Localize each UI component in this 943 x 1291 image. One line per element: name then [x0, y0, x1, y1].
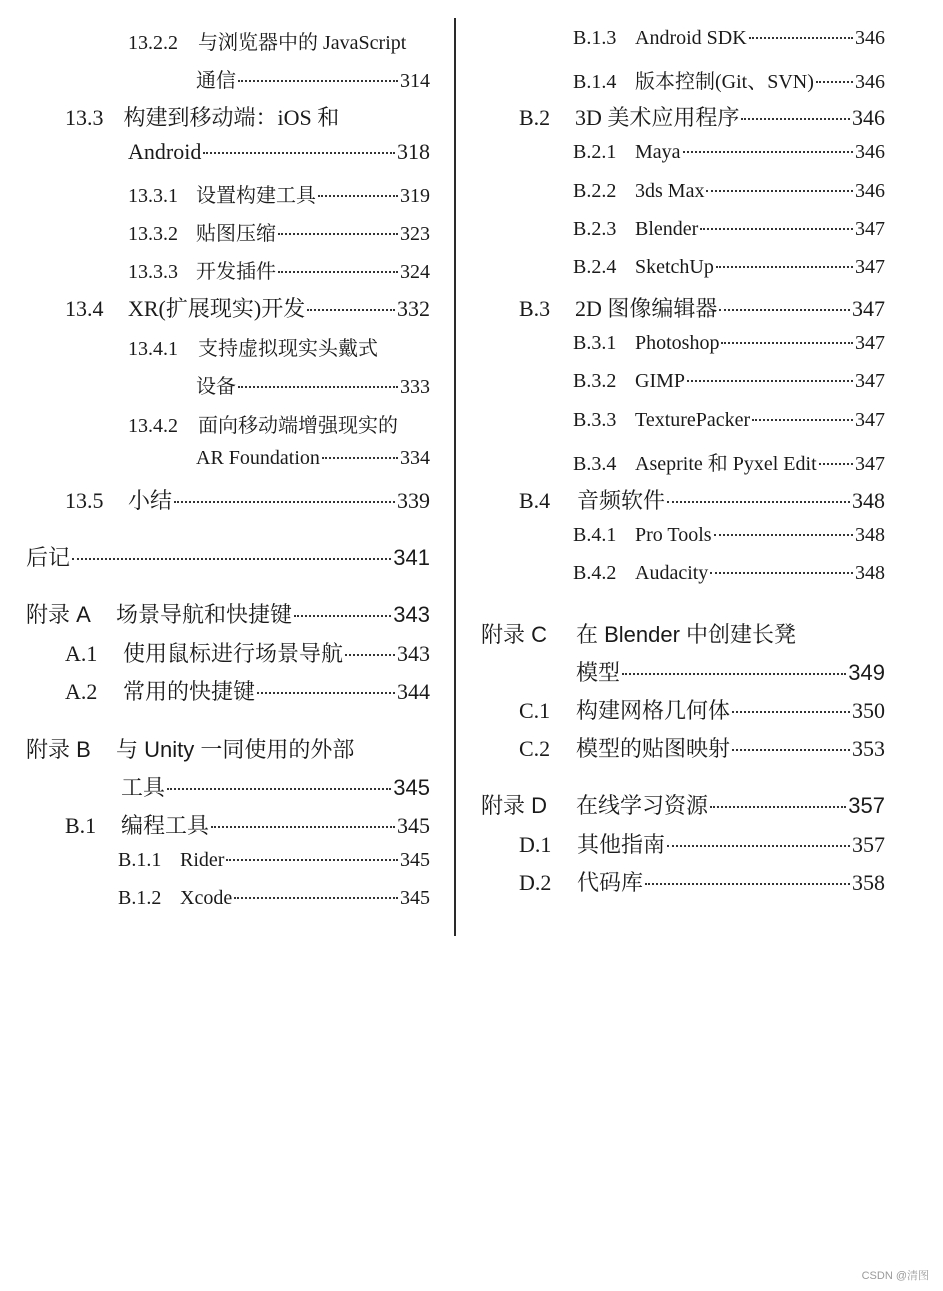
section-title-cont: 工具: [121, 775, 166, 800]
toc-entry-13-4-2[interactable]: [196, 447, 430, 470]
page-number: 339: [397, 488, 430, 513]
section-title: XR(扩展现实)开发: [128, 296, 306, 321]
page-number: 353: [852, 736, 885, 761]
section-title: 与 Unity 一同使用的外部: [116, 737, 355, 762]
section-title: SketchUp: [635, 256, 714, 278]
toc-entry-b-2-4[interactable]: [573, 256, 885, 279]
page-number: 314: [400, 70, 430, 92]
section-title: Audacity: [635, 562, 709, 584]
toc-entry-b-4-2[interactable]: [573, 562, 885, 585]
toc-entry-b-2-3[interactable]: [573, 218, 885, 241]
toc-entry-13-5[interactable]: [65, 484, 430, 515]
section-number: 13.5: [65, 488, 104, 513]
section-number: 13.2.2: [128, 32, 178, 54]
toc-entry-13-3-2[interactable]: [128, 217, 430, 246]
page-number: 347: [855, 218, 885, 240]
section-number: B.3.1: [573, 332, 617, 354]
leader-dots: [714, 534, 853, 536]
section-title: 常用的快捷键: [123, 679, 256, 704]
toc-entry-13-4-2-line1: [128, 409, 398, 438]
page-number: 343: [397, 641, 430, 666]
section-title: Xcode: [180, 887, 233, 909]
leader-dots: [211, 826, 395, 828]
page-number: 343: [393, 602, 430, 627]
page-number: 341: [393, 545, 430, 570]
leader-dots: [719, 309, 850, 311]
leader-dots: [667, 501, 850, 503]
toc-entry-appendix-b-line1: [26, 733, 354, 764]
section-number: B.3.2: [573, 370, 617, 392]
section-title: Maya: [635, 141, 681, 163]
section-title: 与浏览器中的 JavaScript: [198, 32, 407, 54]
page-number: 319: [400, 185, 430, 207]
toc-entry-13-3-line1: [65, 101, 339, 132]
leader-dots: [238, 80, 398, 82]
section-title-cont: 模型: [576, 660, 621, 685]
leader-dots: [700, 228, 853, 230]
toc-entry-b-2[interactable]: [519, 101, 885, 132]
toc-entry-appendix-b[interactable]: [121, 771, 430, 802]
page-number: 348: [855, 562, 885, 584]
section-number: 附录 C: [481, 622, 548, 647]
leader-dots: [294, 615, 391, 617]
page-number: 346: [852, 105, 885, 130]
page-number: 318: [397, 139, 430, 164]
section-number: 附录 B: [26, 737, 91, 762]
leader-dots: [257, 692, 395, 694]
toc-entry-appendix-d[interactable]: [481, 789, 885, 820]
column-divider: [454, 18, 456, 936]
toc-entry-b-4[interactable]: [519, 484, 885, 515]
page-number: 345: [397, 813, 430, 838]
toc-entry-b-4-1[interactable]: [573, 524, 885, 547]
page-number: 357: [852, 832, 885, 857]
page-number: 333: [400, 376, 430, 398]
page-number: 348: [855, 524, 885, 546]
section-number: 13.3.1: [128, 185, 178, 207]
section-title: 后记: [26, 545, 71, 570]
leader-dots: [687, 380, 853, 382]
section-title: Android SDK: [635, 27, 747, 49]
toc-entry-13-2-2-line1: [128, 26, 406, 55]
section-title-cont: Android: [128, 139, 202, 164]
leader-dots: [710, 572, 853, 574]
page-number: 347: [855, 453, 885, 475]
section-title: 使用鼠标进行场景导航: [123, 641, 344, 666]
section-number: B.4: [519, 488, 551, 513]
section-number: B.4.2: [573, 562, 617, 584]
toc-entry-afterword[interactable]: [26, 541, 430, 572]
section-number: C.1: [519, 698, 551, 723]
leader-dots: [622, 673, 846, 675]
page-number: 345: [400, 849, 430, 871]
leader-dots: [732, 711, 850, 713]
page-number: 357: [848, 793, 885, 818]
toc-entry-d-1[interactable]: [519, 828, 885, 859]
section-title: 开发插件: [196, 261, 276, 283]
section-number: 13.4.1: [128, 338, 178, 360]
section-title: 版本控制(Git、SVN): [635, 71, 814, 93]
section-number: B.1: [65, 813, 97, 838]
section-title: 在 Blender 中创建长凳: [576, 622, 797, 647]
section-title: Aseprite 和 Pyxel Edit: [635, 453, 817, 475]
leader-dots: [667, 845, 850, 847]
leader-dots: [741, 118, 850, 120]
section-number: 13.4: [65, 296, 104, 321]
section-title: 支持虚拟现实头戴式: [198, 338, 378, 360]
section-number: D.2: [519, 870, 552, 895]
section-title: 音频软件: [577, 488, 666, 513]
page-number: 332: [397, 296, 430, 321]
section-number: B.1.2: [118, 887, 162, 909]
leader-dots: [322, 457, 398, 459]
section-title: 编程工具: [121, 813, 210, 838]
toc-entry-c-1[interactable]: [519, 694, 885, 725]
leader-dots: [749, 37, 853, 39]
section-title: 小结: [128, 488, 173, 513]
section-title-cont: 通信: [196, 70, 236, 92]
leader-dots: [710, 806, 846, 808]
section-title: GIMP: [635, 370, 686, 392]
section-title: 设置构建工具: [196, 185, 316, 207]
section-number: B.4.1: [573, 524, 617, 546]
toc-entry-13-4-1-line1: [128, 332, 378, 361]
page-number: 324: [400, 261, 430, 283]
toc-entry-b-3-1[interactable]: [573, 332, 885, 355]
toc-entry-b-3[interactable]: [519, 292, 885, 323]
section-title: Rider: [180, 849, 225, 871]
leader-dots: [819, 463, 853, 465]
toc-entry-13-3-3[interactable]: [128, 255, 430, 284]
section-number: 附录 D: [481, 793, 548, 818]
page-number: 347: [855, 332, 885, 354]
section-number: B.2.4: [573, 256, 617, 278]
section-title-cont: 设备: [196, 376, 236, 398]
leader-dots: [345, 654, 395, 656]
page-number: 358: [852, 870, 885, 895]
section-number: 13.3.3: [128, 261, 178, 283]
toc-entry-d-2[interactable]: [519, 866, 885, 897]
toc-entry-13-3[interactable]: [128, 139, 430, 165]
section-number: B.1.3: [573, 27, 617, 49]
toc-entry-b-3-2[interactable]: [573, 370, 885, 393]
leader-dots: [278, 271, 398, 273]
toc-entry-appendix-c[interactable]: [576, 656, 885, 687]
section-title: TexturePacker: [635, 409, 751, 431]
leader-dots: [645, 883, 850, 885]
leader-dots: [318, 195, 398, 197]
section-number: B.2: [519, 105, 551, 130]
toc-entry-b-1[interactable]: [65, 809, 430, 840]
section-title: 代码库: [577, 870, 644, 895]
section-title: 贴图压缩: [196, 223, 276, 245]
toc-entry-13-2-2[interactable]: [196, 64, 430, 93]
toc-entry-13-4[interactable]: [65, 292, 430, 323]
leader-dots: [278, 233, 398, 235]
section-title: 构建到移动端：iOS 和: [123, 105, 340, 130]
page-number: 346: [855, 27, 885, 49]
section-number: B.2.2: [573, 180, 617, 202]
toc-entry-b-1-1[interactable]: [118, 849, 430, 872]
toc-entry-b-1-4[interactable]: [573, 65, 885, 94]
section-title: 其他指南: [577, 832, 666, 857]
page-number: 345: [393, 775, 430, 800]
page-number: 323: [400, 223, 430, 245]
section-number: C.2: [519, 736, 551, 761]
page-number: 334: [400, 447, 430, 469]
leader-dots: [732, 749, 850, 751]
page-number: 347: [855, 256, 885, 278]
section-number: D.1: [519, 832, 552, 857]
toc-entry-b-1-3[interactable]: [573, 27, 885, 50]
section-title: Pro Tools: [635, 524, 712, 546]
section-title: Photoshop: [635, 332, 720, 354]
section-title: 面向移动端增强现实的: [198, 415, 398, 437]
toc-entry-b-2-1[interactable]: [573, 141, 885, 164]
leader-dots: [816, 81, 853, 83]
section-number: 附录 A: [26, 602, 91, 627]
page-number: 346: [855, 71, 885, 93]
section-title: 3ds Max: [635, 180, 705, 202]
toc-entry-13-4-1[interactable]: [196, 370, 430, 399]
page-number: 350: [852, 698, 885, 723]
toc-entry-b-1-2[interactable]: [118, 887, 430, 910]
section-number: A.2: [65, 679, 98, 704]
section-number: B.3.4: [573, 453, 617, 475]
page-number: 347: [855, 370, 885, 392]
page-number: 348: [852, 488, 885, 513]
section-number: B.3: [519, 296, 551, 321]
leader-dots: [706, 190, 853, 192]
section-number: A.1: [65, 641, 98, 666]
section-title: 构建网格几何体: [576, 698, 731, 723]
page-number: 345: [400, 887, 430, 909]
section-number: B.2.1: [573, 141, 617, 163]
section-title: 3D 美术应用程序: [575, 105, 740, 130]
toc-entry-b-3-3[interactable]: [573, 409, 885, 432]
leader-dots: [307, 309, 395, 311]
toc-entry-a-1[interactable]: [65, 637, 430, 668]
page-number: 347: [855, 409, 885, 431]
toc-entry-b-2-2[interactable]: [573, 180, 885, 203]
leader-dots: [174, 501, 395, 503]
leader-dots: [72, 558, 391, 560]
leader-dots: [683, 151, 853, 153]
leader-dots: [226, 859, 398, 861]
section-title: 2D 图像编辑器: [575, 296, 718, 321]
page-number: 349: [848, 660, 885, 685]
section-title: 在线学习资源: [576, 793, 709, 818]
section-title: 模型的贴图映射: [576, 736, 731, 761]
section-number: 13.3: [65, 105, 104, 130]
page-number: 346: [855, 180, 885, 202]
leader-dots: [167, 788, 391, 790]
page-number: 347: [852, 296, 885, 321]
toc-entry-appendix-a[interactable]: [26, 598, 430, 629]
section-number: B.1.1: [118, 849, 162, 871]
section-number: B.3.3: [573, 409, 617, 431]
toc-entry-appendix-c-line1: [481, 618, 796, 649]
section-title-cont: AR Foundation: [196, 447, 320, 469]
toc-entry-a-2[interactable]: [65, 675, 430, 706]
page-number: 344: [397, 679, 430, 704]
section-number: B.2.3: [573, 218, 617, 240]
leader-dots: [752, 419, 853, 421]
toc-entry-b-3-4[interactable]: [573, 447, 885, 476]
leader-dots: [238, 386, 398, 388]
page-number: 346: [855, 141, 885, 163]
leader-dots: [716, 266, 853, 268]
section-number: 13.4.2: [128, 415, 178, 437]
section-title: Blender: [635, 218, 699, 240]
source-watermark: CSDN @清图: [861, 1270, 929, 1282]
leader-dots: [203, 152, 395, 154]
section-title: 场景导航和快捷键: [116, 602, 293, 627]
toc-entry-c-2[interactable]: [519, 732, 885, 763]
leader-dots: [234, 897, 398, 899]
toc-entry-13-3-1[interactable]: [128, 179, 430, 208]
section-number: 13.3.2: [128, 223, 178, 245]
section-number: B.1.4: [573, 71, 617, 93]
leader-dots: [721, 342, 853, 344]
